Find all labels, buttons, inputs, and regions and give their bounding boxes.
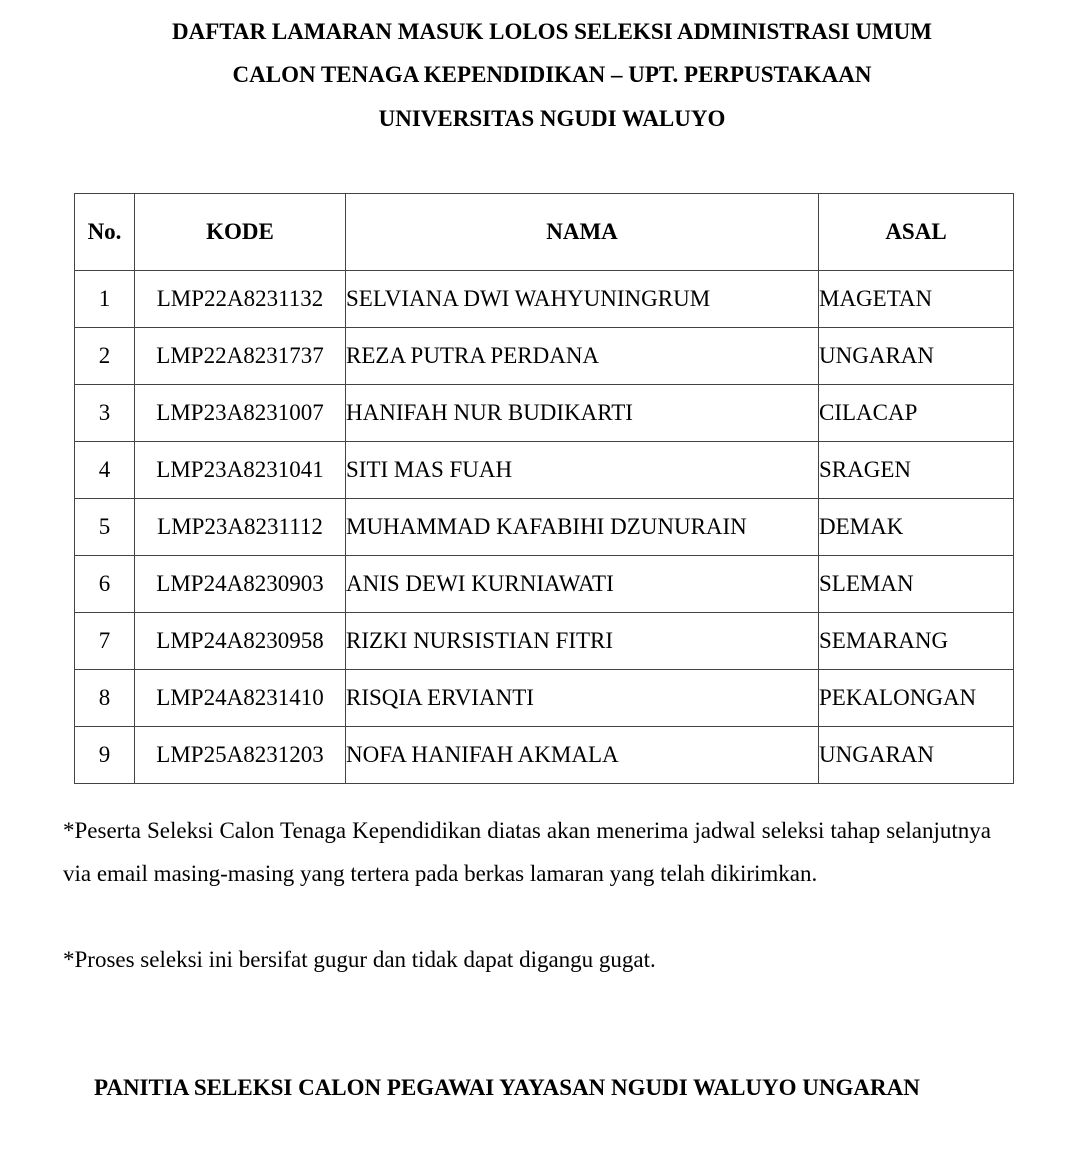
table-row [75, 499, 1014, 556]
cell-asal: CILACAP [819, 385, 1014, 442]
table-row [75, 442, 1014, 499]
column-header-nama: NAMA [346, 194, 819, 271]
cell-kode: LMP22A8231737 [135, 328, 346, 385]
cell-no: 5 [75, 499, 135, 556]
column-header-no: No. [75, 194, 135, 271]
cell-kode: LMP23A8231112 [135, 499, 346, 556]
cell-nama: SITI MAS FUAH [346, 442, 819, 499]
cell-no: 8 [75, 670, 135, 727]
cell-no: 4 [75, 442, 135, 499]
applicant-table [74, 193, 1014, 784]
cell-asal: UNGARAN [819, 328, 1014, 385]
cell-asal: SRAGEN [819, 442, 1014, 499]
cell-no: 7 [75, 613, 135, 670]
cell-kode: LMP24A8230958 [135, 613, 346, 670]
cell-kode: LMP24A8231410 [135, 670, 346, 727]
table-row [75, 670, 1014, 727]
cell-no: 6 [75, 556, 135, 613]
table-header-row [75, 194, 1014, 271]
column-header-kode: KODE [135, 194, 346, 271]
cell-nama: MUHAMMAD KAFABIHI DZUNURAIN [346, 499, 819, 556]
cell-no: 9 [75, 727, 135, 784]
table-row [75, 271, 1014, 328]
cell-kode: LMP25A8231203 [135, 727, 346, 784]
table-body [75, 271, 1014, 784]
table-row [75, 727, 1014, 784]
committee-signature: PANITIA SELEKSI CALON PEGAWAI YAYASAN NGUDI WALUYO UNGARAN [94, 1075, 920, 1100]
cell-no: 3 [75, 385, 135, 442]
cell-no: 2 [75, 328, 135, 385]
cell-nama: HANIFAH NUR BUDIKARTI [346, 385, 819, 442]
cell-asal: SLEMAN [819, 556, 1014, 613]
column-header-asal: ASAL [819, 194, 1014, 271]
cell-nama: NOFA HANIFAH AKMALA [346, 727, 819, 784]
cell-asal: SEMARANG [819, 613, 1014, 670]
table-row [75, 556, 1014, 613]
cell-asal: MAGETAN [819, 271, 1014, 328]
note-schedule: *Peserta Seleksi Calon Tenaga Kependidikan diatas akan menerima jadwal seleksi tahap selanjutnya via email masing-masing yang tertera pada berkas lamaran yang telah dikirimkan. [63, 818, 991, 886]
cell-asal: DEMAK [819, 499, 1014, 556]
cell-kode: LMP24A8230903 [135, 556, 346, 613]
table-row [75, 328, 1014, 385]
document-title-line-1: DAFTAR LAMARAN MASUK LOLOS SELEKSI ADMINISTRASI UMUM [172, 19, 932, 44]
cell-nama: SELVIANA DWI WAHYUNINGRUM [346, 271, 819, 328]
cell-nama: ANIS DEWI KURNIAWATI [346, 556, 819, 613]
cell-asal: UNGARAN [819, 727, 1014, 784]
table-row [75, 385, 1014, 442]
document-title-line-2: CALON TENAGA KEPENDIDIKAN – UPT. PERPUSTAKAAN [232, 62, 872, 87]
cell-kode: LMP23A8231041 [135, 442, 346, 499]
cell-nama: REZA PUTRA PERDANA [346, 328, 819, 385]
cell-nama: RISQIA ERVIANTI [346, 670, 819, 727]
table-row [75, 613, 1014, 670]
cell-nama: RIZKI NURSISTIAN FITRI [346, 613, 819, 670]
cell-no: 1 [75, 271, 135, 328]
document-title-line-3: UNIVERSITAS NGUDI WALUYO [378, 106, 726, 131]
note-final-decision: *Proses seleksi ini bersifat gugur dan tidak dapat digangu gugat. [63, 947, 656, 972]
cell-asal: PEKALONGAN [819, 670, 1014, 727]
cell-kode: LMP23A8231007 [135, 385, 346, 442]
cell-kode: LMP22A8231132 [135, 271, 346, 328]
